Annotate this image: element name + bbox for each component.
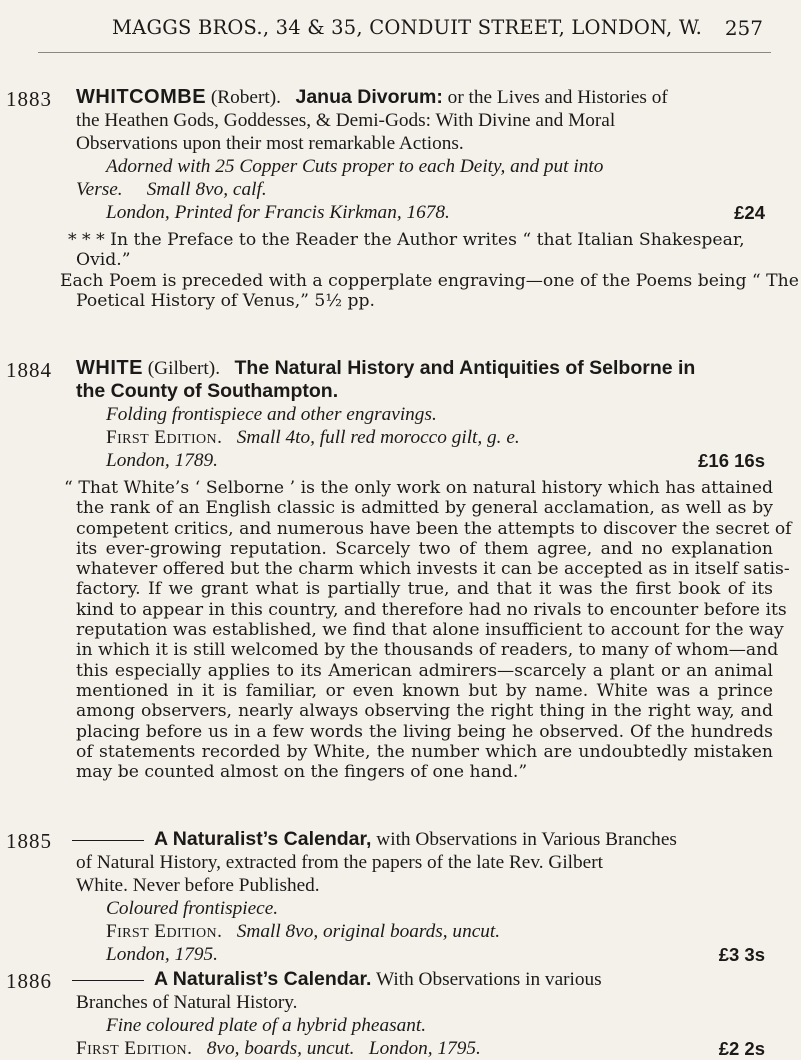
quote-line: may be counted almost on the fingers of one hand.” xyxy=(76,762,528,783)
entry-line: Observations upon their most remarkable Actions. xyxy=(76,133,464,154)
entry-line: the Heathen Gods, Goddesses, & Demi-Gods: With Divine and Moral xyxy=(76,110,616,131)
lot-number: 1886 xyxy=(6,969,52,993)
quote-line: competent critics, and numerous have been the attempts to discover the secret of xyxy=(76,518,792,539)
entry-format: Small 4to, full red morocco gilt, g. e. xyxy=(236,427,520,448)
entry-illustration: Coloured frontispiece. xyxy=(106,898,279,919)
header-rule xyxy=(38,52,771,53)
entry-title-rest: with Observations in Various Branches xyxy=(371,829,677,850)
entry-format: 8vo, boards, uncut. xyxy=(206,1038,355,1059)
entry-edition: First Edition. xyxy=(106,921,223,942)
lot-number: 1883 xyxy=(6,87,52,111)
entry-author: WHITCOMBE xyxy=(76,86,207,108)
note-line: Each Poem is preceded with a copperplate engraving—one of the Poems being “ The xyxy=(60,270,799,291)
entry-title-rest: or the Lives and Histories of xyxy=(442,87,668,108)
quote-line: its ever-growing reputation. Scarcely two of them agree, and no explanation xyxy=(76,538,773,559)
entry-author-rest: (Gilbert). xyxy=(142,358,221,379)
entry-title: A Naturalist’s Calendar, xyxy=(154,828,372,850)
entry-price: £2 2s xyxy=(718,1038,765,1059)
entry-body xyxy=(60,86,799,311)
entry-illustration: Fine coloured plate of a hybrid pheasant. xyxy=(106,1015,427,1036)
quote-line: the rank of an English classic is admitted by general acclamation, as well as by xyxy=(76,498,773,519)
entry-illustration: Adorned with 25 Copper Cuts proper to each Deity, and put into xyxy=(106,156,604,177)
entry-title: Janua Divorum: xyxy=(295,86,443,108)
quote-line: of statements recorded by White, the number which are undoubtedly mistaken xyxy=(76,741,773,762)
entry-title-rest: With Observations in various xyxy=(371,969,602,990)
quote-line: this especially applies to its American admirers—scarcely a plant or an animal xyxy=(76,660,773,681)
entry-illustration: Folding frontispiece and other engravings. xyxy=(106,404,437,425)
entry-imprint: London, 1795. xyxy=(368,1038,481,1059)
lot-number: 1884 xyxy=(6,358,52,382)
entry-author-rest: (Robert). xyxy=(206,87,282,108)
entry-title: A Naturalist’s Calendar. xyxy=(154,968,372,990)
ditto-dash xyxy=(72,840,144,841)
entry-body xyxy=(64,357,792,783)
note-line: * * * In the Preface to the Reader the Author writes “ that Italian Shakespear, xyxy=(68,230,745,250)
entry-imprint: London, Printed for Francis Kirkman, 1678. xyxy=(106,202,450,223)
quote-line: among observers, nearly always observing the right thing in the right way, and xyxy=(76,701,773,722)
note-line: Ovid.” xyxy=(76,250,131,271)
entry-line: White. Never before Published. xyxy=(76,875,320,896)
note-line: Poetical History of Venus,” 5½ pp. xyxy=(76,290,375,311)
quote-line: kind to appear in this country, and therefore had no rivals to encounter before its xyxy=(76,599,787,620)
ditto-dash xyxy=(72,980,144,981)
entry-line: of Natural History, extracted from the papers of the late Rev. Gilbert xyxy=(76,852,604,873)
entry-line: Branches of Natural History. xyxy=(76,992,298,1013)
entry-format: Small 8vo, calf. xyxy=(146,179,267,200)
quote-line: in which it is still welcomed by the thousands of readers, to many of whom—and xyxy=(76,640,779,661)
entry-title-cont: the County of Southampton. xyxy=(76,380,339,402)
entry-edition: First Edition. xyxy=(76,1038,193,1059)
entry-price: £24 xyxy=(734,202,765,223)
entry-imprint: London, 1795. xyxy=(106,944,218,965)
entry-title: The Natural History and Antiquities of Selborne in xyxy=(234,357,696,379)
quote-line: “ That White’s ‘ Selborne ’ is the only work on natural history which has attained xyxy=(64,478,773,498)
quote-line: factory. If we grant what is partially true, and that it was the first book of its xyxy=(76,579,773,600)
entry-format: Small 8vo, original boards, uncut. xyxy=(236,921,501,942)
entry-imprint: London, 1789. xyxy=(106,450,218,471)
entry-edition: First Edition. xyxy=(106,427,223,448)
running-title: MAGGS BROS., 34 & 35, CONDUIT STREET, LONDON, W. xyxy=(112,16,703,39)
quote-line: placing before us in a few words the living being he observed. Of the hundreds xyxy=(76,721,773,742)
page-number: 257 xyxy=(724,16,763,40)
entry-body xyxy=(76,828,773,966)
page-header xyxy=(0,14,801,54)
quote-line: mentioned in it is familiar, or even known but by name. White was a prince xyxy=(76,680,773,701)
entry-illustration-cont: Verse. xyxy=(76,179,123,200)
lot-number: 1885 xyxy=(6,829,52,853)
quote-line: whatever offered but the charm which invests it can be accepted as in itself satis- xyxy=(76,559,790,580)
entry-author: WHITE xyxy=(76,357,143,379)
entry-price: £16 16s xyxy=(698,450,765,471)
entry-price: £3 3s xyxy=(718,944,765,965)
quote-line: reputation was established, we find that alone insufficient to account for the way xyxy=(76,620,784,641)
entry-body xyxy=(76,968,773,1060)
